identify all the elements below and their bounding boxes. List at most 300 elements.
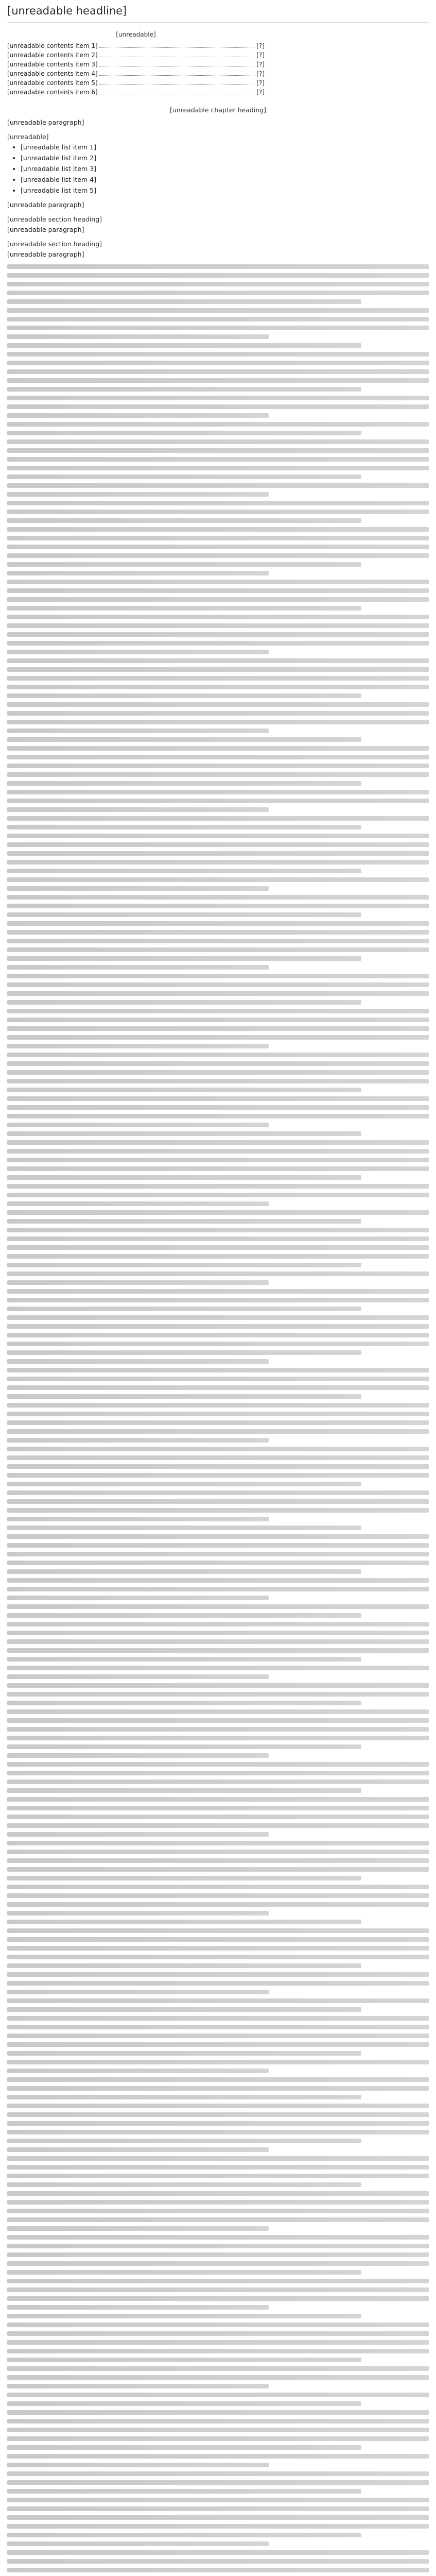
text-line-placeholder bbox=[7, 1709, 429, 1714]
text-line-placeholder bbox=[7, 2401, 361, 2406]
text-line-placeholder bbox=[7, 1140, 429, 1145]
text-line-placeholder bbox=[7, 1245, 429, 1250]
list-item: • [unreadable list item 5] bbox=[21, 186, 429, 195]
text-line-placeholder bbox=[7, 1158, 429, 1162]
text-line-placeholder bbox=[7, 1403, 429, 1408]
text-line-placeholder bbox=[7, 2121, 429, 2126]
toc-item-page: [?] bbox=[256, 61, 265, 68]
text-line-placeholder bbox=[7, 2182, 361, 2187]
text-line-placeholder bbox=[7, 2025, 429, 2029]
text-line-placeholder bbox=[7, 545, 429, 549]
text-line-placeholder bbox=[7, 562, 361, 567]
table-of-contents bbox=[7, 30, 265, 97]
text-line-placeholder bbox=[7, 588, 429, 593]
text-line-placeholder bbox=[7, 2463, 269, 2467]
text-line-placeholder bbox=[7, 1280, 269, 1285]
text-line-placeholder bbox=[7, 2077, 429, 2082]
text-line-placeholder bbox=[7, 912, 361, 917]
text-line-placeholder bbox=[7, 2358, 361, 2362]
toc-item-2[interactable] bbox=[7, 50, 265, 60]
section-paragraph: [unreadable paragraph] bbox=[7, 250, 84, 258]
text-line-placeholder bbox=[7, 1517, 269, 1521]
text-line-placeholder bbox=[7, 1674, 269, 1679]
text-line-placeholder bbox=[7, 895, 429, 900]
text-line-placeholder bbox=[7, 1131, 361, 1136]
text-line-placeholder bbox=[7, 1639, 429, 1644]
text-line-placeholder bbox=[7, 580, 429, 584]
text-line-placeholder bbox=[7, 2506, 429, 2511]
text-line-placeholder bbox=[7, 2498, 429, 2502]
text-line-placeholder bbox=[7, 1123, 269, 1127]
text-line-placeholder bbox=[7, 1447, 429, 1451]
text-line-placeholder bbox=[7, 1683, 429, 1688]
text-line-placeholder bbox=[7, 2156, 429, 2161]
text-line-placeholder bbox=[7, 597, 429, 602]
text-line-placeholder bbox=[7, 501, 429, 505]
text-line-placeholder bbox=[7, 790, 429, 794]
text-line-placeholder bbox=[7, 1526, 361, 1530]
text-line-placeholder bbox=[7, 1412, 429, 1416]
text-line-placeholder bbox=[7, 2428, 429, 2432]
toc-title: [unreadable] bbox=[116, 31, 156, 38]
text-line-placeholder bbox=[7, 1920, 361, 1924]
text-line-placeholder bbox=[7, 2016, 429, 2021]
text-line-placeholder bbox=[7, 1552, 429, 1556]
text-line-placeholder bbox=[7, 1053, 429, 1057]
text-line-placeholder bbox=[7, 676, 429, 681]
text-line-placeholder bbox=[7, 1096, 429, 1101]
text-line-placeholder bbox=[7, 343, 361, 348]
text-line-placeholder bbox=[7, 650, 269, 654]
text-line-placeholder bbox=[7, 2165, 429, 2170]
page-title: [unreadable headline] bbox=[7, 5, 127, 17]
text-line-placeholder bbox=[7, 2296, 429, 2301]
text-line-placeholder bbox=[7, 1578, 429, 1583]
text-line-placeholder bbox=[7, 1377, 429, 1381]
text-line-placeholder bbox=[7, 1482, 361, 1486]
text-line-placeholder bbox=[7, 921, 429, 926]
text-line-placeholder bbox=[7, 466, 429, 470]
toc-item-page: [?] bbox=[256, 70, 265, 77]
text-line-placeholder bbox=[7, 1263, 361, 1267]
text-line-placeholder bbox=[7, 1718, 429, 1723]
text-line-placeholder bbox=[7, 825, 361, 829]
text-line-placeholder bbox=[7, 2261, 429, 2266]
text-line-placeholder bbox=[7, 615, 429, 619]
text-line-placeholder bbox=[7, 2007, 361, 2012]
text-line-placeholder bbox=[7, 755, 429, 759]
text-line-placeholder bbox=[7, 641, 429, 646]
text-line-placeholder bbox=[7, 623, 429, 628]
text-line-placeholder bbox=[7, 2436, 429, 2441]
text-line-placeholder bbox=[7, 2445, 361, 2450]
toc-leader bbox=[99, 75, 256, 76]
text-line-placeholder bbox=[7, 2515, 429, 2520]
text-line-placeholder bbox=[7, 799, 429, 803]
text-line-placeholder bbox=[7, 2217, 429, 2222]
text-line-placeholder bbox=[7, 1508, 429, 1513]
text-line-placeholder bbox=[7, 702, 429, 707]
toc-item-label: [unreadable contents item 5] bbox=[7, 79, 98, 87]
text-line-placeholder bbox=[7, 667, 429, 672]
toc-item-6[interactable] bbox=[7, 88, 265, 97]
text-line-placeholder bbox=[7, 869, 361, 873]
body-paragraph: [unreadable paragraph] bbox=[7, 201, 84, 209]
text-line-placeholder bbox=[7, 439, 429, 444]
text-line-placeholder bbox=[7, 1219, 361, 1224]
text-line-placeholder bbox=[7, 1850, 429, 1854]
text-line-placeholder bbox=[7, 1885, 429, 1889]
text-line-placeholder bbox=[7, 571, 269, 575]
section-paragraph: [unreadable paragraph] bbox=[7, 226, 84, 233]
text-line-placeholder bbox=[7, 264, 429, 269]
text-line-placeholder bbox=[7, 334, 269, 339]
text-line-placeholder bbox=[7, 2305, 269, 2310]
text-line-placeholder bbox=[7, 711, 429, 716]
text-line-placeholder bbox=[7, 982, 429, 987]
text-line-placeholder bbox=[7, 956, 361, 961]
text-line-placeholder bbox=[7, 1114, 429, 1118]
text-line-placeholder bbox=[7, 1079, 429, 1083]
text-line-placeholder bbox=[7, 1228, 429, 1232]
text-line-placeholder bbox=[7, 2270, 361, 2275]
text-line-placeholder bbox=[7, 404, 429, 409]
text-line-placeholder bbox=[7, 1657, 361, 1662]
text-line-placeholder bbox=[7, 1841, 429, 1845]
text-line-placeholder bbox=[7, 2410, 429, 2415]
text-line-placeholder bbox=[7, 1166, 429, 1171]
text-line-placeholder bbox=[7, 1596, 269, 1600]
text-line-placeholder bbox=[7, 326, 429, 330]
text-line-placeholder bbox=[7, 2191, 429, 2196]
text-line-placeholder bbox=[7, 606, 361, 611]
toc-leader bbox=[99, 84, 256, 85]
text-line-placeholder bbox=[7, 527, 429, 532]
text-line-placeholder bbox=[7, 457, 429, 462]
text-line-placeholder bbox=[7, 842, 429, 847]
text-line-placeholder bbox=[7, 2349, 429, 2353]
text-line-placeholder bbox=[7, 1368, 429, 1372]
text-line-placeholder bbox=[7, 886, 269, 891]
text-line-placeholder bbox=[7, 273, 429, 278]
text-line-placeholder bbox=[7, 2042, 429, 2047]
text-line-placeholder bbox=[7, 1359, 269, 1364]
text-line-placeholder bbox=[7, 1210, 429, 1215]
text-line-placeholder bbox=[7, 1744, 361, 1749]
text-line-placeholder bbox=[7, 1385, 429, 1390]
text-line-placeholder bbox=[7, 772, 429, 777]
text-line-placeholder bbox=[7, 291, 429, 295]
text-line-placeholder bbox=[7, 807, 269, 812]
text-line-placeholder bbox=[7, 1727, 429, 1732]
toc-item-3[interactable] bbox=[7, 60, 265, 69]
text-line-placeholder bbox=[7, 431, 361, 435]
text-line-placeholder bbox=[7, 834, 429, 838]
text-line-placeholder bbox=[7, 553, 429, 558]
text-line-placeholder bbox=[7, 1438, 269, 1443]
chapter-title: [unreadable chapter heading] bbox=[169, 106, 267, 114]
text-line-placeholder bbox=[7, 448, 429, 453]
text-line-placeholder bbox=[7, 991, 429, 996]
text-line-placeholder bbox=[7, 1236, 429, 1241]
text-line-placeholder bbox=[7, 632, 429, 637]
text-line-placeholder bbox=[7, 1990, 269, 1994]
text-line-placeholder bbox=[7, 2051, 361, 2056]
text-line-placeholder bbox=[7, 947, 429, 952]
text-line-placeholder bbox=[7, 2366, 429, 2371]
text-line-placeholder bbox=[7, 904, 429, 908]
text-line-placeholder bbox=[7, 2226, 269, 2231]
text-line-placeholder bbox=[7, 2130, 429, 2134]
unreadable-text-block bbox=[7, 264, 429, 2576]
text-line-placeholder bbox=[7, 518, 361, 523]
text-line-placeholder bbox=[7, 1350, 361, 1355]
text-line-placeholder bbox=[7, 2419, 429, 2424]
text-line-placeholder bbox=[7, 536, 429, 540]
text-line-placeholder bbox=[7, 2104, 429, 2108]
text-line-placeholder bbox=[7, 939, 429, 943]
text-line-placeholder bbox=[7, 1587, 429, 1591]
text-line-placeholder bbox=[7, 413, 269, 418]
text-line-placeholder bbox=[7, 1315, 429, 1320]
text-line-placeholder bbox=[7, 1307, 361, 1311]
text-line-placeholder bbox=[7, 2235, 429, 2240]
text-line-placeholder bbox=[7, 1184, 429, 1189]
text-line-placeholder bbox=[7, 1455, 429, 1460]
text-line-placeholder bbox=[7, 1429, 429, 1434]
text-line-placeholder bbox=[7, 877, 429, 882]
text-line-placeholder bbox=[7, 2209, 429, 2213]
text-line-placeholder bbox=[7, 1928, 429, 1933]
text-line-placeholder bbox=[7, 483, 429, 488]
list-item: • [unreadable list item 4] bbox=[21, 175, 429, 184]
text-line-placeholder bbox=[7, 1893, 429, 1898]
toc-item-label: [unreadable contents item 4] bbox=[7, 70, 98, 77]
text-line-placeholder bbox=[7, 1981, 429, 1986]
text-line-placeholder bbox=[7, 1736, 429, 1740]
text-line-placeholder bbox=[7, 1815, 429, 1819]
text-line-placeholder bbox=[7, 282, 429, 286]
text-line-placeholder bbox=[7, 1298, 429, 1302]
text-line-placeholder bbox=[7, 746, 429, 751]
text-line-placeholder bbox=[7, 1788, 361, 1793]
text-line-placeholder bbox=[7, 492, 269, 497]
text-line-placeholder bbox=[7, 2287, 429, 2292]
text-line-placeholder bbox=[7, 1963, 361, 1968]
list-item: • [unreadable list item 1] bbox=[21, 143, 429, 151]
text-line-placeholder bbox=[7, 2454, 429, 2459]
text-line-placeholder bbox=[7, 2060, 429, 2064]
text-line-placeholder bbox=[7, 1394, 361, 1399]
text-line-placeholder bbox=[7, 1000, 361, 1005]
text-line-placeholder bbox=[7, 1561, 429, 1565]
text-line-placeholder bbox=[7, 1499, 429, 1504]
text-line-placeholder bbox=[7, 2559, 429, 2564]
text-line-placeholder bbox=[7, 2375, 429, 2380]
text-line-placeholder bbox=[7, 474, 361, 479]
text-line-placeholder bbox=[7, 1666, 429, 1670]
text-line-placeholder bbox=[7, 720, 429, 724]
text-line-placeholder bbox=[7, 2550, 429, 2555]
text-line-placeholder bbox=[7, 1254, 429, 1259]
text-line-placeholder bbox=[7, 361, 429, 365]
text-line-placeholder bbox=[7, 2147, 269, 2152]
text-line-placeholder bbox=[7, 1018, 429, 1022]
text-line-placeholder bbox=[7, 2533, 361, 2537]
toc-item-label: [unreadable contents item 2] bbox=[7, 52, 98, 59]
toc-item-page: [?] bbox=[256, 79, 265, 87]
text-line-placeholder bbox=[7, 764, 429, 768]
text-line-placeholder bbox=[7, 1272, 429, 1276]
text-line-placeholder bbox=[7, 2112, 429, 2117]
text-line-placeholder bbox=[7, 510, 429, 514]
text-line-placeholder bbox=[7, 2174, 429, 2178]
text-line-placeholder bbox=[7, 1631, 429, 1635]
intro-paragraph: [unreadable paragraph] bbox=[7, 118, 84, 126]
text-line-placeholder bbox=[7, 1569, 361, 1574]
text-line-placeholder bbox=[7, 1149, 429, 1154]
text-line-placeholder bbox=[7, 2086, 429, 2091]
toc-item-1[interactable] bbox=[7, 41, 265, 50]
text-line-placeholder bbox=[7, 860, 429, 865]
text-line-placeholder bbox=[7, 1701, 361, 1705]
text-line-placeholder bbox=[7, 1420, 429, 1425]
text-line-placeholder bbox=[7, 308, 429, 313]
text-line-placeholder bbox=[7, 728, 269, 733]
text-line-placeholder bbox=[7, 2541, 269, 2546]
text-line-placeholder bbox=[7, 2384, 269, 2388]
text-line-placeholder bbox=[7, 2331, 429, 2336]
text-line-placeholder bbox=[7, 352, 429, 357]
text-line-placeholder bbox=[7, 1193, 429, 1197]
text-line-placeholder bbox=[7, 2480, 429, 2485]
text-line-placeholder bbox=[7, 974, 429, 978]
text-line-placeholder bbox=[7, 1858, 429, 1863]
text-line-placeholder bbox=[7, 2244, 429, 2248]
text-line-placeholder bbox=[7, 1780, 429, 1784]
toc-item-label: [unreadable contents item 3] bbox=[7, 61, 98, 68]
list-item: • [unreadable list item 3] bbox=[21, 164, 429, 173]
toc-item-page: [?] bbox=[256, 52, 265, 59]
toc-item-label: [unreadable contents item 1] bbox=[7, 42, 98, 49]
text-line-placeholder bbox=[7, 1648, 429, 1653]
text-line-placeholder bbox=[7, 387, 361, 392]
text-line-placeholder bbox=[7, 1473, 429, 1478]
text-line-placeholder bbox=[7, 1832, 269, 1837]
toc-item-page: [?] bbox=[256, 42, 265, 49]
title-divider bbox=[7, 22, 429, 23]
text-line-placeholder bbox=[7, 1753, 269, 1758]
text-line-placeholder bbox=[7, 1613, 361, 1618]
text-line-placeholder bbox=[7, 1762, 429, 1767]
text-line-placeholder bbox=[7, 1946, 429, 1951]
text-line-placeholder bbox=[7, 851, 429, 856]
text-line-placeholder bbox=[7, 2069, 269, 2073]
text-line-placeholder bbox=[7, 1955, 429, 1959]
text-line-placeholder bbox=[7, 1911, 269, 1916]
text-line-placeholder bbox=[7, 2279, 429, 2283]
text-line-placeholder bbox=[7, 1604, 429, 1609]
text-line-placeholder bbox=[7, 1797, 429, 1802]
text-line-placeholder bbox=[7, 1806, 429, 1810]
text-line-placeholder bbox=[7, 2393, 429, 2397]
toc-item-label: [unreadable contents item 6] bbox=[7, 89, 98, 96]
text-line-placeholder bbox=[7, 1902, 429, 1907]
text-line-placeholder bbox=[7, 1088, 361, 1092]
text-line-placeholder bbox=[7, 2314, 361, 2318]
text-line-placeholder bbox=[7, 1464, 429, 1469]
text-line-placeholder bbox=[7, 737, 361, 742]
text-line-placeholder bbox=[7, 1070, 429, 1075]
text-line-placeholder bbox=[7, 1692, 429, 1697]
text-line-placeholder bbox=[7, 2323, 429, 2327]
text-line-placeholder bbox=[7, 2471, 429, 2476]
text-line-placeholder bbox=[7, 2340, 429, 2345]
toc-leader bbox=[99, 47, 256, 48]
text-line-placeholder bbox=[7, 1105, 429, 1110]
text-line-placeholder bbox=[7, 369, 429, 374]
text-line-placeholder bbox=[7, 1324, 429, 1329]
list-item: • [unreadable list item 2] bbox=[21, 154, 429, 162]
text-line-placeholder bbox=[7, 1009, 429, 1013]
text-line-placeholder bbox=[7, 1061, 429, 1066]
text-line-placeholder bbox=[7, 1972, 429, 1977]
text-line-placeholder bbox=[7, 1026, 429, 1031]
text-line-placeholder bbox=[7, 2489, 361, 2494]
text-line-placeholder bbox=[7, 299, 361, 304]
text-line-placeholder bbox=[7, 1175, 361, 1180]
text-line-placeholder bbox=[7, 1490, 429, 1495]
text-line-placeholder bbox=[7, 930, 429, 935]
section-heading: [unreadable section heading] bbox=[7, 215, 102, 223]
text-line-placeholder bbox=[7, 1044, 269, 1048]
text-line-placeholder bbox=[7, 1201, 269, 1206]
text-line-placeholder bbox=[7, 1771, 429, 1775]
text-line-placeholder bbox=[7, 693, 361, 698]
text-line-placeholder bbox=[7, 2200, 429, 2205]
text-line-placeholder bbox=[7, 422, 429, 427]
text-line-placeholder bbox=[7, 1876, 361, 1880]
text-line-placeholder bbox=[7, 965, 269, 970]
text-line-placeholder bbox=[7, 1867, 429, 1872]
text-line-placeholder bbox=[7, 816, 429, 821]
text-line-placeholder bbox=[7, 781, 361, 786]
toc-item-page: [?] bbox=[256, 89, 265, 96]
section-heading: [unreadable section heading] bbox=[7, 240, 102, 248]
text-line-placeholder bbox=[7, 317, 429, 321]
text-line-placeholder bbox=[7, 1035, 429, 1040]
list-heading: [unreadable] bbox=[7, 133, 49, 141]
text-line-placeholder bbox=[7, 378, 429, 383]
text-line-placeholder bbox=[7, 2524, 429, 2529]
text-line-placeholder bbox=[7, 1534, 429, 1539]
bullet-list bbox=[7, 143, 429, 195]
text-line-placeholder bbox=[7, 2139, 361, 2143]
toc-item-4[interactable] bbox=[7, 69, 265, 78]
text-line-placeholder bbox=[7, 1342, 429, 1346]
text-line-placeholder bbox=[7, 1333, 429, 1337]
text-line-placeholder bbox=[7, 2033, 429, 2038]
text-line-placeholder bbox=[7, 1543, 429, 1548]
text-line-placeholder bbox=[7, 658, 429, 663]
text-line-placeholder bbox=[7, 1823, 429, 1828]
text-line-placeholder bbox=[7, 1937, 429, 1942]
toc-item-5[interactable] bbox=[7, 78, 265, 88]
text-line-placeholder bbox=[7, 2095, 361, 2099]
text-line-placeholder bbox=[7, 2568, 429, 2572]
text-line-placeholder bbox=[7, 396, 429, 400]
text-line-placeholder bbox=[7, 1998, 429, 2003]
